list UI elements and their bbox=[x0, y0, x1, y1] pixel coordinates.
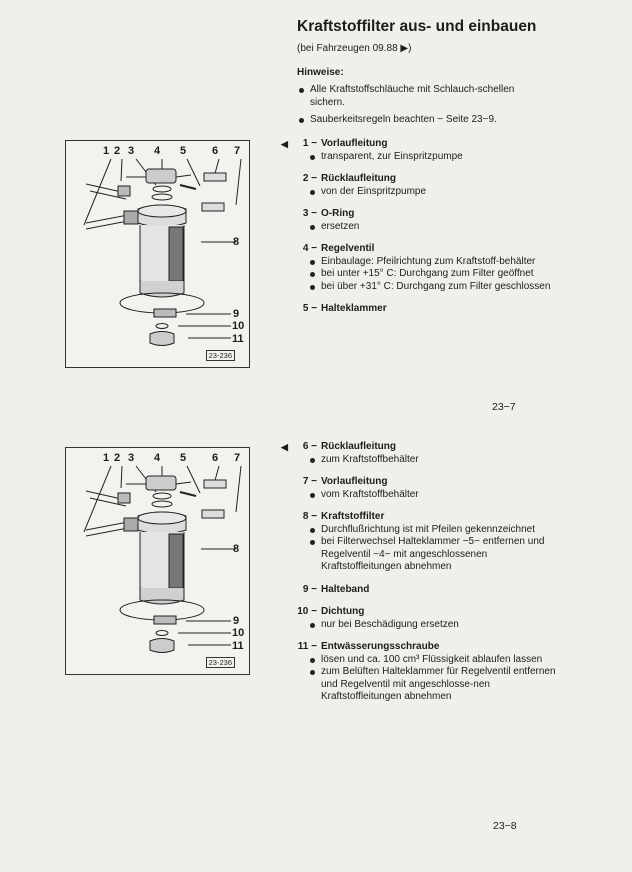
pointer-arrow-icon: ◀ bbox=[281, 442, 288, 452]
item-bullet: lösen und ca. 100 cm³ Flüssigkeit ablaufen lassen bbox=[308, 654, 563, 667]
item-heading bbox=[283, 441, 563, 454]
item-bullet: Durchflußrichtung ist mit Pfeilen gekennzeichnet bbox=[308, 524, 563, 537]
item-heading bbox=[283, 641, 563, 654]
figure-label: 4 bbox=[154, 145, 161, 157]
item-heading bbox=[283, 584, 563, 597]
pointer-arrow-icon: ◀ bbox=[281, 139, 288, 149]
figure-label: 2 bbox=[114, 452, 121, 464]
list-item bbox=[283, 476, 563, 501]
fuel-filter-diagram bbox=[65, 447, 250, 675]
item-bullet: vom Kraftstoffbehälter bbox=[308, 489, 563, 502]
item-number: 7 − bbox=[302, 476, 317, 487]
list-item bbox=[283, 441, 563, 466]
item-bullet: ersetzen bbox=[308, 221, 563, 234]
figure-code: 23-236 bbox=[206, 350, 235, 361]
figure-label: 8 bbox=[233, 236, 240, 248]
item-heading bbox=[283, 138, 563, 151]
fuel-filter-diagram bbox=[65, 140, 250, 368]
item-title: Vorlaufleitung bbox=[321, 138, 388, 149]
subtitle: (bei Fahrzeugen 09.88 ▶) bbox=[297, 43, 412, 54]
note: Alle Kraftstoffschläuche mit Schlauch-schellen sichern. bbox=[297, 84, 537, 109]
figure-label: 6 bbox=[212, 452, 219, 464]
item-number: 6 − bbox=[302, 441, 317, 452]
figure-label: 8 bbox=[233, 543, 240, 555]
item-bullet: nur bei Beschädigung ersetzen bbox=[308, 619, 563, 632]
item-number: 1 − bbox=[302, 138, 317, 149]
item-heading bbox=[283, 243, 563, 256]
item-bullet: zum Kraftstoffbehälter bbox=[308, 454, 563, 467]
figure-label: 3 bbox=[128, 145, 135, 157]
list-item bbox=[283, 303, 563, 316]
item-number: 2 − bbox=[302, 173, 317, 184]
list-item bbox=[283, 173, 563, 198]
item-title: Halteband bbox=[321, 583, 370, 595]
figure-label: 6 bbox=[212, 145, 219, 157]
figure-label: 9 bbox=[233, 615, 240, 627]
list-item bbox=[283, 606, 563, 631]
item-heading bbox=[283, 173, 563, 186]
item-title: Halteklammer bbox=[321, 303, 387, 314]
item-title: O-Ring bbox=[321, 208, 355, 219]
item-number: 9 − bbox=[302, 583, 317, 595]
list-item bbox=[283, 208, 563, 233]
item-number: 11 − bbox=[297, 641, 317, 652]
list-item bbox=[283, 243, 563, 293]
figure-label: 4 bbox=[154, 452, 161, 464]
item-number: 10 − bbox=[297, 606, 317, 617]
notes-heading: Hinweise: bbox=[297, 67, 344, 78]
item-number: 4 − bbox=[302, 243, 317, 254]
list-item bbox=[283, 138, 563, 163]
item-title: Dichtung bbox=[321, 606, 365, 617]
item-heading bbox=[283, 606, 563, 619]
item-title: Vorlaufleitung bbox=[321, 476, 388, 487]
item-bullet: bei über +31° C: Durchgang zum Filter geschlossen bbox=[308, 281, 563, 294]
page-number: 23−8 bbox=[493, 820, 517, 832]
item-number: 8 − bbox=[302, 511, 317, 522]
item-bullet: von der Einspritzpumpe bbox=[308, 186, 563, 199]
item-heading bbox=[283, 476, 563, 489]
figure-label: 3 bbox=[128, 452, 135, 464]
item-bullet: Einbaulage: Pfeilrichtung zum Kraftstoff-behälter bbox=[308, 256, 563, 269]
item-title: Regelventil bbox=[321, 243, 375, 254]
parts-list bbox=[283, 138, 563, 326]
figure-label: 2 bbox=[114, 145, 121, 157]
figure-label: 11 bbox=[232, 640, 244, 652]
item-bullet: zum Belüften Halteklammer für Regelventil entfernen und Regelventil mit angeschlosse-nen Kraftstoffleitungen abnehmen bbox=[308, 666, 563, 704]
figure-label: 10 bbox=[232, 627, 245, 639]
figure-label: 5 bbox=[180, 452, 187, 464]
list-item bbox=[283, 511, 563, 574]
parts-list bbox=[283, 441, 563, 714]
item-heading bbox=[283, 208, 563, 221]
item-bullet: bei Filterwechsel Halteklammer −5− entfernen und Regelventil −4− mit angeschlossenen Kraftstoffleitungen abnehmen bbox=[308, 536, 563, 574]
figure-label: 10 bbox=[232, 320, 245, 332]
figure-label: 5 bbox=[180, 145, 187, 157]
list-item bbox=[283, 641, 563, 704]
page-title: Kraftstoffilter aus- und einbauen bbox=[297, 18, 537, 35]
item-heading bbox=[283, 303, 563, 316]
figure-label: 1 bbox=[103, 452, 110, 464]
figure-label: 7 bbox=[234, 145, 241, 157]
item-title: Rücklaufleitung bbox=[321, 441, 397, 452]
item-bullet: bei unter +15° C: Durchgang zum Filter geöffnet bbox=[308, 268, 563, 281]
item-heading bbox=[283, 511, 563, 524]
figure-label: 1 bbox=[103, 145, 110, 157]
figure-label: 9 bbox=[233, 308, 240, 320]
item-title: Entwässerungsschraube bbox=[321, 641, 440, 652]
item-bullet: transparent, zur Einspritzpumpe bbox=[308, 151, 563, 164]
page-number: 23−7 bbox=[492, 401, 516, 413]
figure-code: 23-236 bbox=[206, 657, 235, 668]
item-title: Kraftstoffilter bbox=[321, 511, 385, 522]
list-item bbox=[283, 584, 563, 597]
notes-list bbox=[297, 84, 537, 132]
item-number: 5 − bbox=[302, 303, 317, 314]
figure-label: 7 bbox=[234, 452, 241, 464]
figure-label: 11 bbox=[232, 333, 244, 345]
note: Sauberkeitsregeln beachten − Seite 23−9. bbox=[297, 114, 537, 127]
item-number: 3 − bbox=[302, 208, 317, 219]
item-title: Rücklaufleitung bbox=[321, 173, 397, 184]
